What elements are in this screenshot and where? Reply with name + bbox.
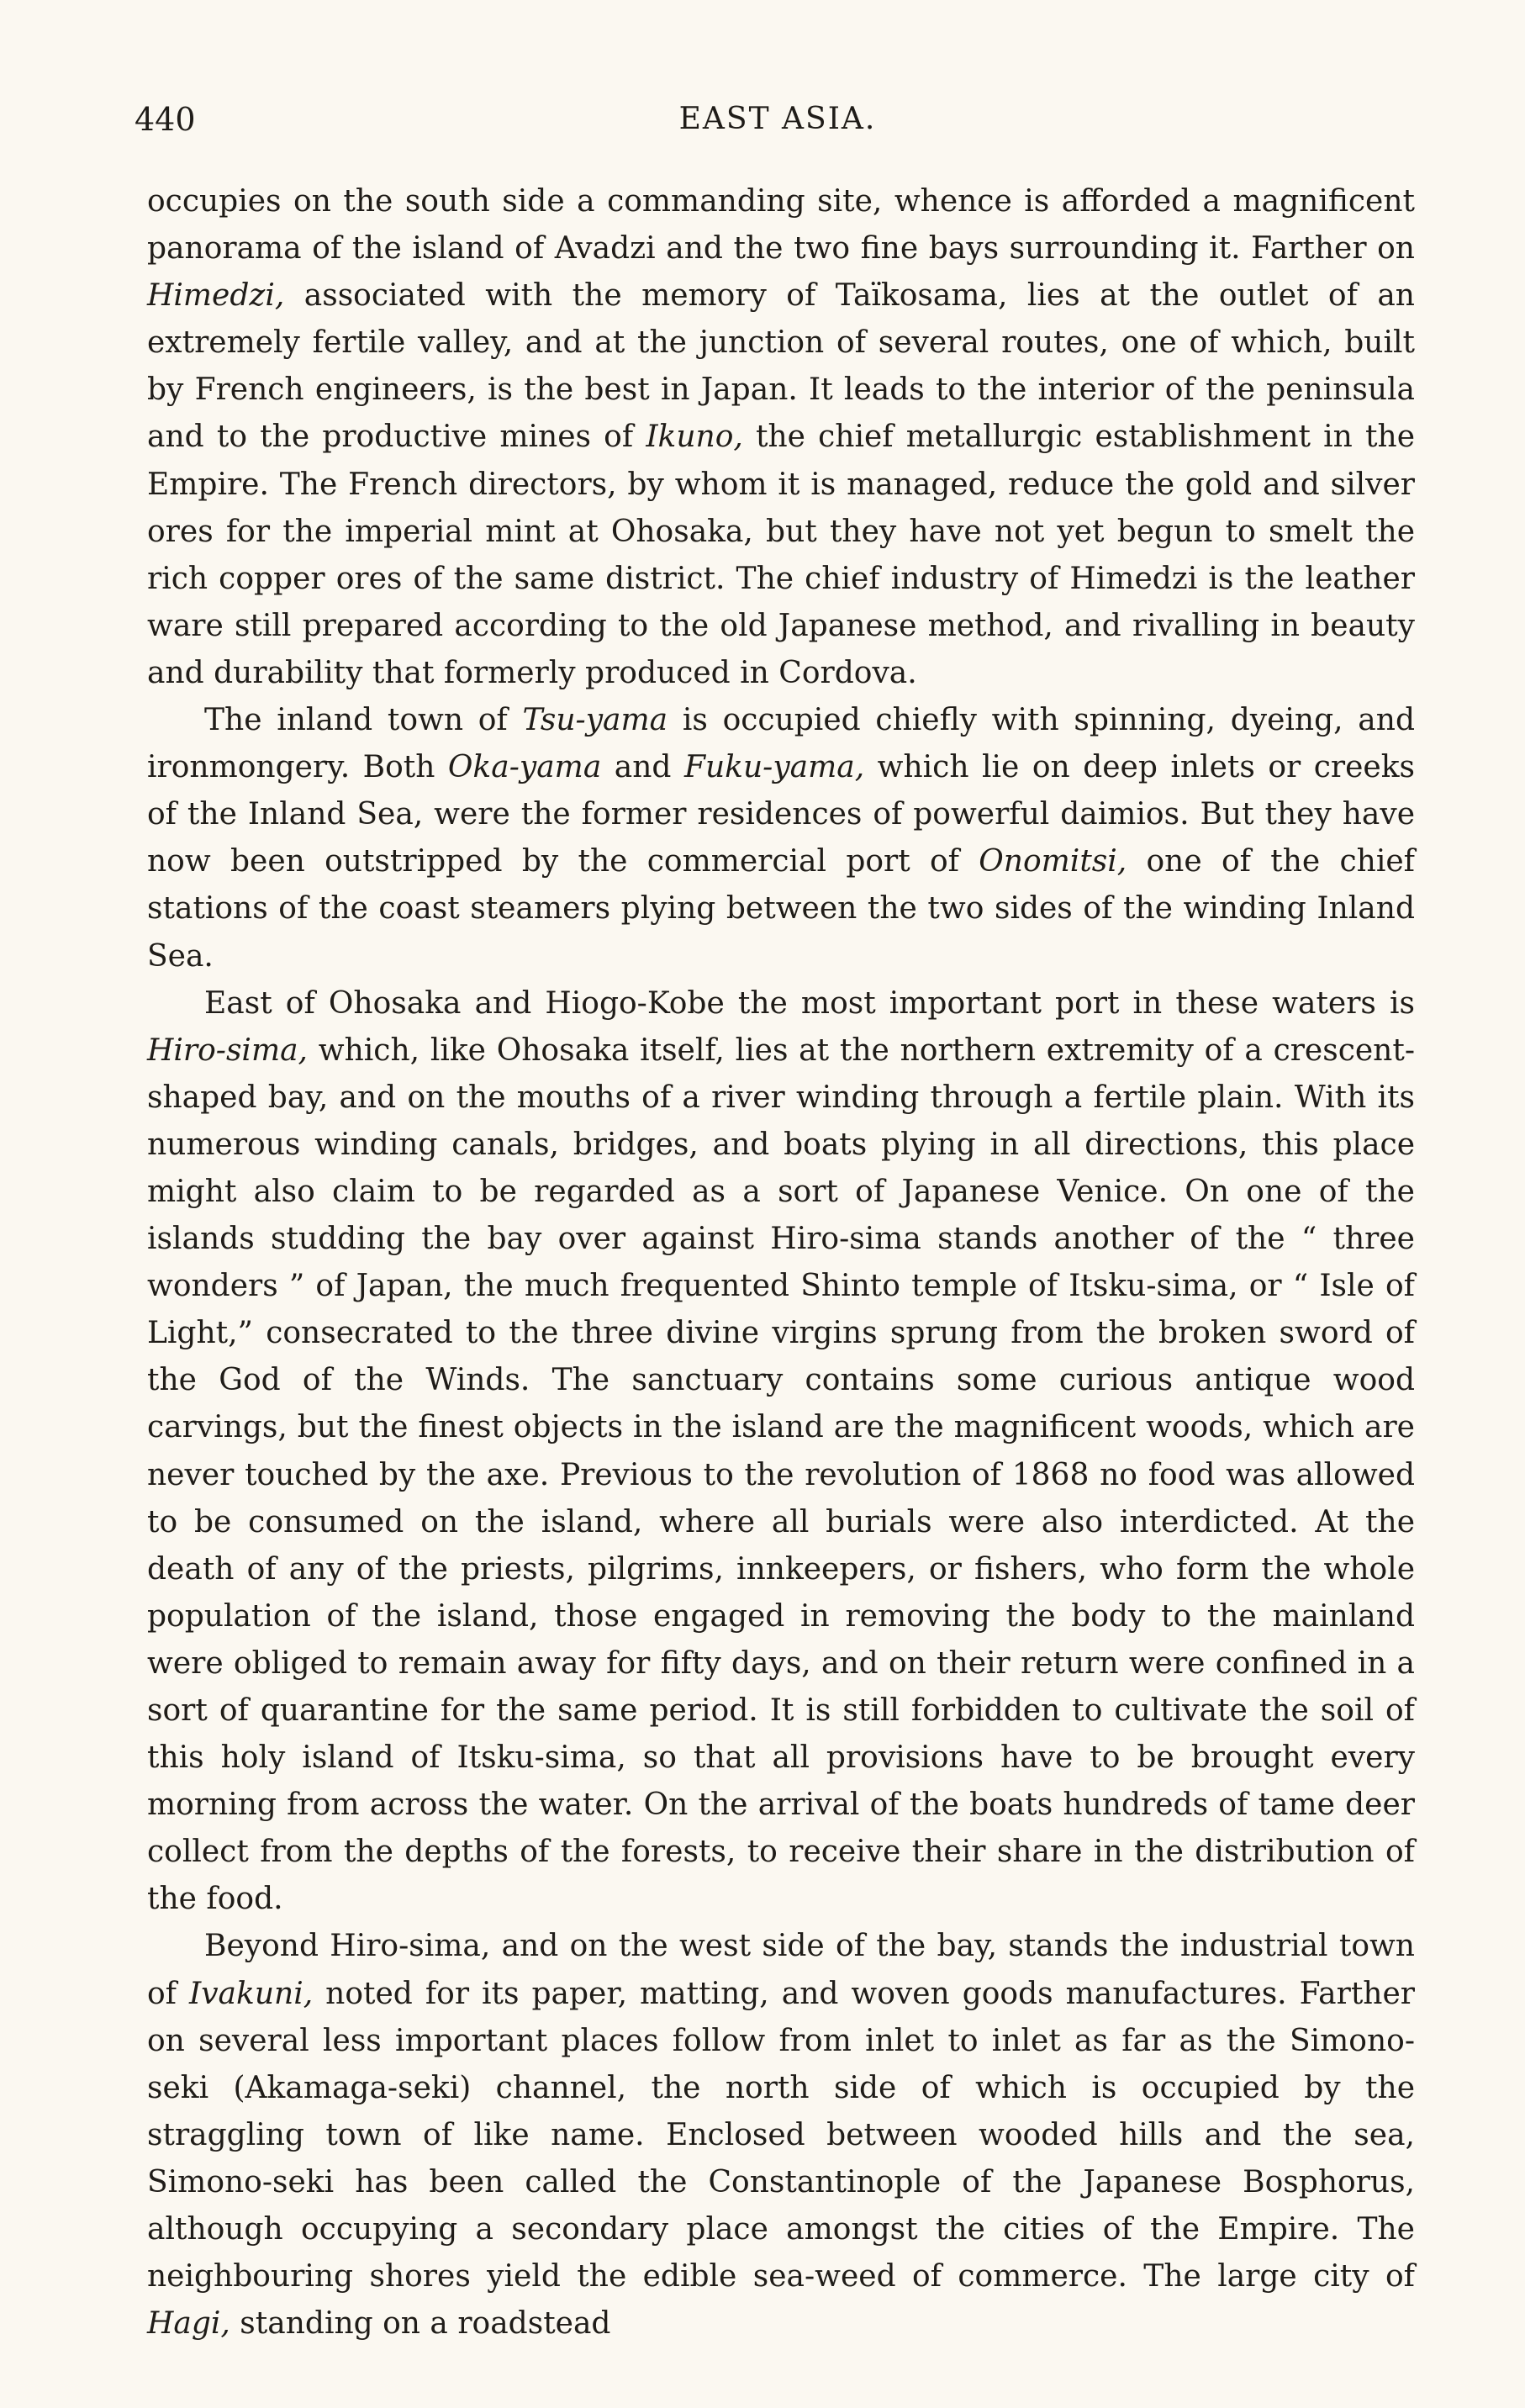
paragraph-ivakuni — [147, 1923, 1415, 2347]
place-name-himedzi: Himedzi, — [147, 278, 285, 314]
body-text — [147, 178, 1415, 2347]
text-segment: The inland town of — [204, 703, 523, 738]
running-title: EAST ASIA. — [678, 102, 877, 136]
text-segment: noted for its paper, matting, and woven goods manufactures. Farther on several less important places follow from inlet to inlet as far as the Simono-seki (Akamaga-seki) channel, the north side of which is occupied by the straggling town of like name. Enclosed between wooded hills and the sea, Simono-seki has been called the Constantinople of the Japanese Bosphorus, although occupying a secondary place amongst the cities of the Empire. The neighbouring shores yield the edible sea-weed of commerce. The large city of — [147, 1976, 1415, 2294]
page-header — [135, 94, 1421, 145]
paragraph-hiro-sima — [147, 980, 1415, 1924]
place-name-oka-yama: Oka-yama — [447, 750, 602, 785]
text-segment: and — [601, 750, 684, 785]
text-segment: is occupied chiefly with spinning, dyeing, and ironmongery. Both — [147, 703, 1416, 785]
place-name-ikuno: Ikuno, — [646, 420, 743, 455]
paragraph-tsu-yama — [147, 697, 1415, 980]
text-segment: associated with the memory of Taïkosama, lies at the outlet of an extremely fertile valley, and at the junction of several routes, one of which, built by French engineers, is the best in Japan. It leads to the interior of the peninsula and to the productive mines of — [147, 278, 1415, 455]
paragraph-himedzi — [147, 178, 1415, 697]
text-segment: occupies on the south side a commanding site, whence is afforded a magnificent panorama of the island of Avadzi and the two fine bays surrounding it. Farther on — [147, 184, 1415, 267]
place-name-fuku-yama: Fuku-yama, — [683, 750, 865, 785]
place-name-ivakuni: Ivakuni, — [189, 1976, 314, 2011]
text-segment: Beyond Hiro-sima, and on the west side of the bay, stands the industrial town of — [147, 1929, 1415, 2011]
place-name-tsu-yama: Tsu-yama — [522, 703, 668, 738]
text-segment: East of Ohosaka and Hiogo-Kobe the most important port in these waters is — [204, 985, 1415, 1021]
text-segment: which lie on deep inlets or creeks of the Inland Sea, were the former residences of powerful daimios. But they have now been outstripped by the commercial port of — [147, 750, 1416, 879]
place-name-hagi: Hagi, — [147, 2306, 230, 2342]
text-segment: the chief metallurgic establishment in the Empire. The French directors, by whom it is managed, reduce the gold and silver ores for the imperial mint at Ohosaka, but they have not yet begun to smelt the rich copper ores of the same district. The chief industry of Himedzi is the leather ware still prepared according to the old Japanese method, and rivalling in beauty and durability that formerly produced in Cordova. — [147, 420, 1415, 690]
page-number: 440 — [135, 101, 196, 138]
text-segment: one of the chief stations of the coast steamers plying between the two sides of the winding Inland Sea. — [147, 844, 1415, 974]
place-name-hiro-sima: Hiro-sima, — [147, 1032, 308, 1068]
text-segment: standing on a roadstead — [230, 2306, 611, 2342]
place-name-onomitsi: Onomitsi, — [979, 844, 1127, 879]
text-segment: which, like Ohosaka itself, lies at the northern extremity of a crescent-shaped bay, and on the mouths of a river winding through a fertile plain. With its numerous winding canals, bridges, and boats plying in all directions, this place might also claim to be regarded as a sort of Japanese Venice. On one of the islands studding the bay over against Hiro-sima stands another of the “ three wonders ” of Japan, the much frequented Shinto temple of Itsku-sima, or “ Isle of Light,” consecrated to the three divine virgins sprung from the broken sword of the God of the Winds. The sanctuary contains some curious antique wood carvings, but the finest objects in the island are the magnificent woods, which are never touched by the axe. Previous to the revolution of 1868 no food was allowed to be consumed on the island, where all burials were also interdicted. At the death of any of the priests, pilgrims, innkeepers, or fishers, who form the whole population of the island, those engaged in removing the body to the mainland were obliged to remain away for fifty days, and on their return were confined in a sort of quarantine for the same period. It is still forbidden to cultivate the soil of this holy island of Itsku-sima, so that all provisions have to be brought every morning from across the water. On the arrival of the boats hundreds of tame deer collect from the depths of the forests, to receive their share in the distribution of the food. — [147, 1032, 1415, 1917]
